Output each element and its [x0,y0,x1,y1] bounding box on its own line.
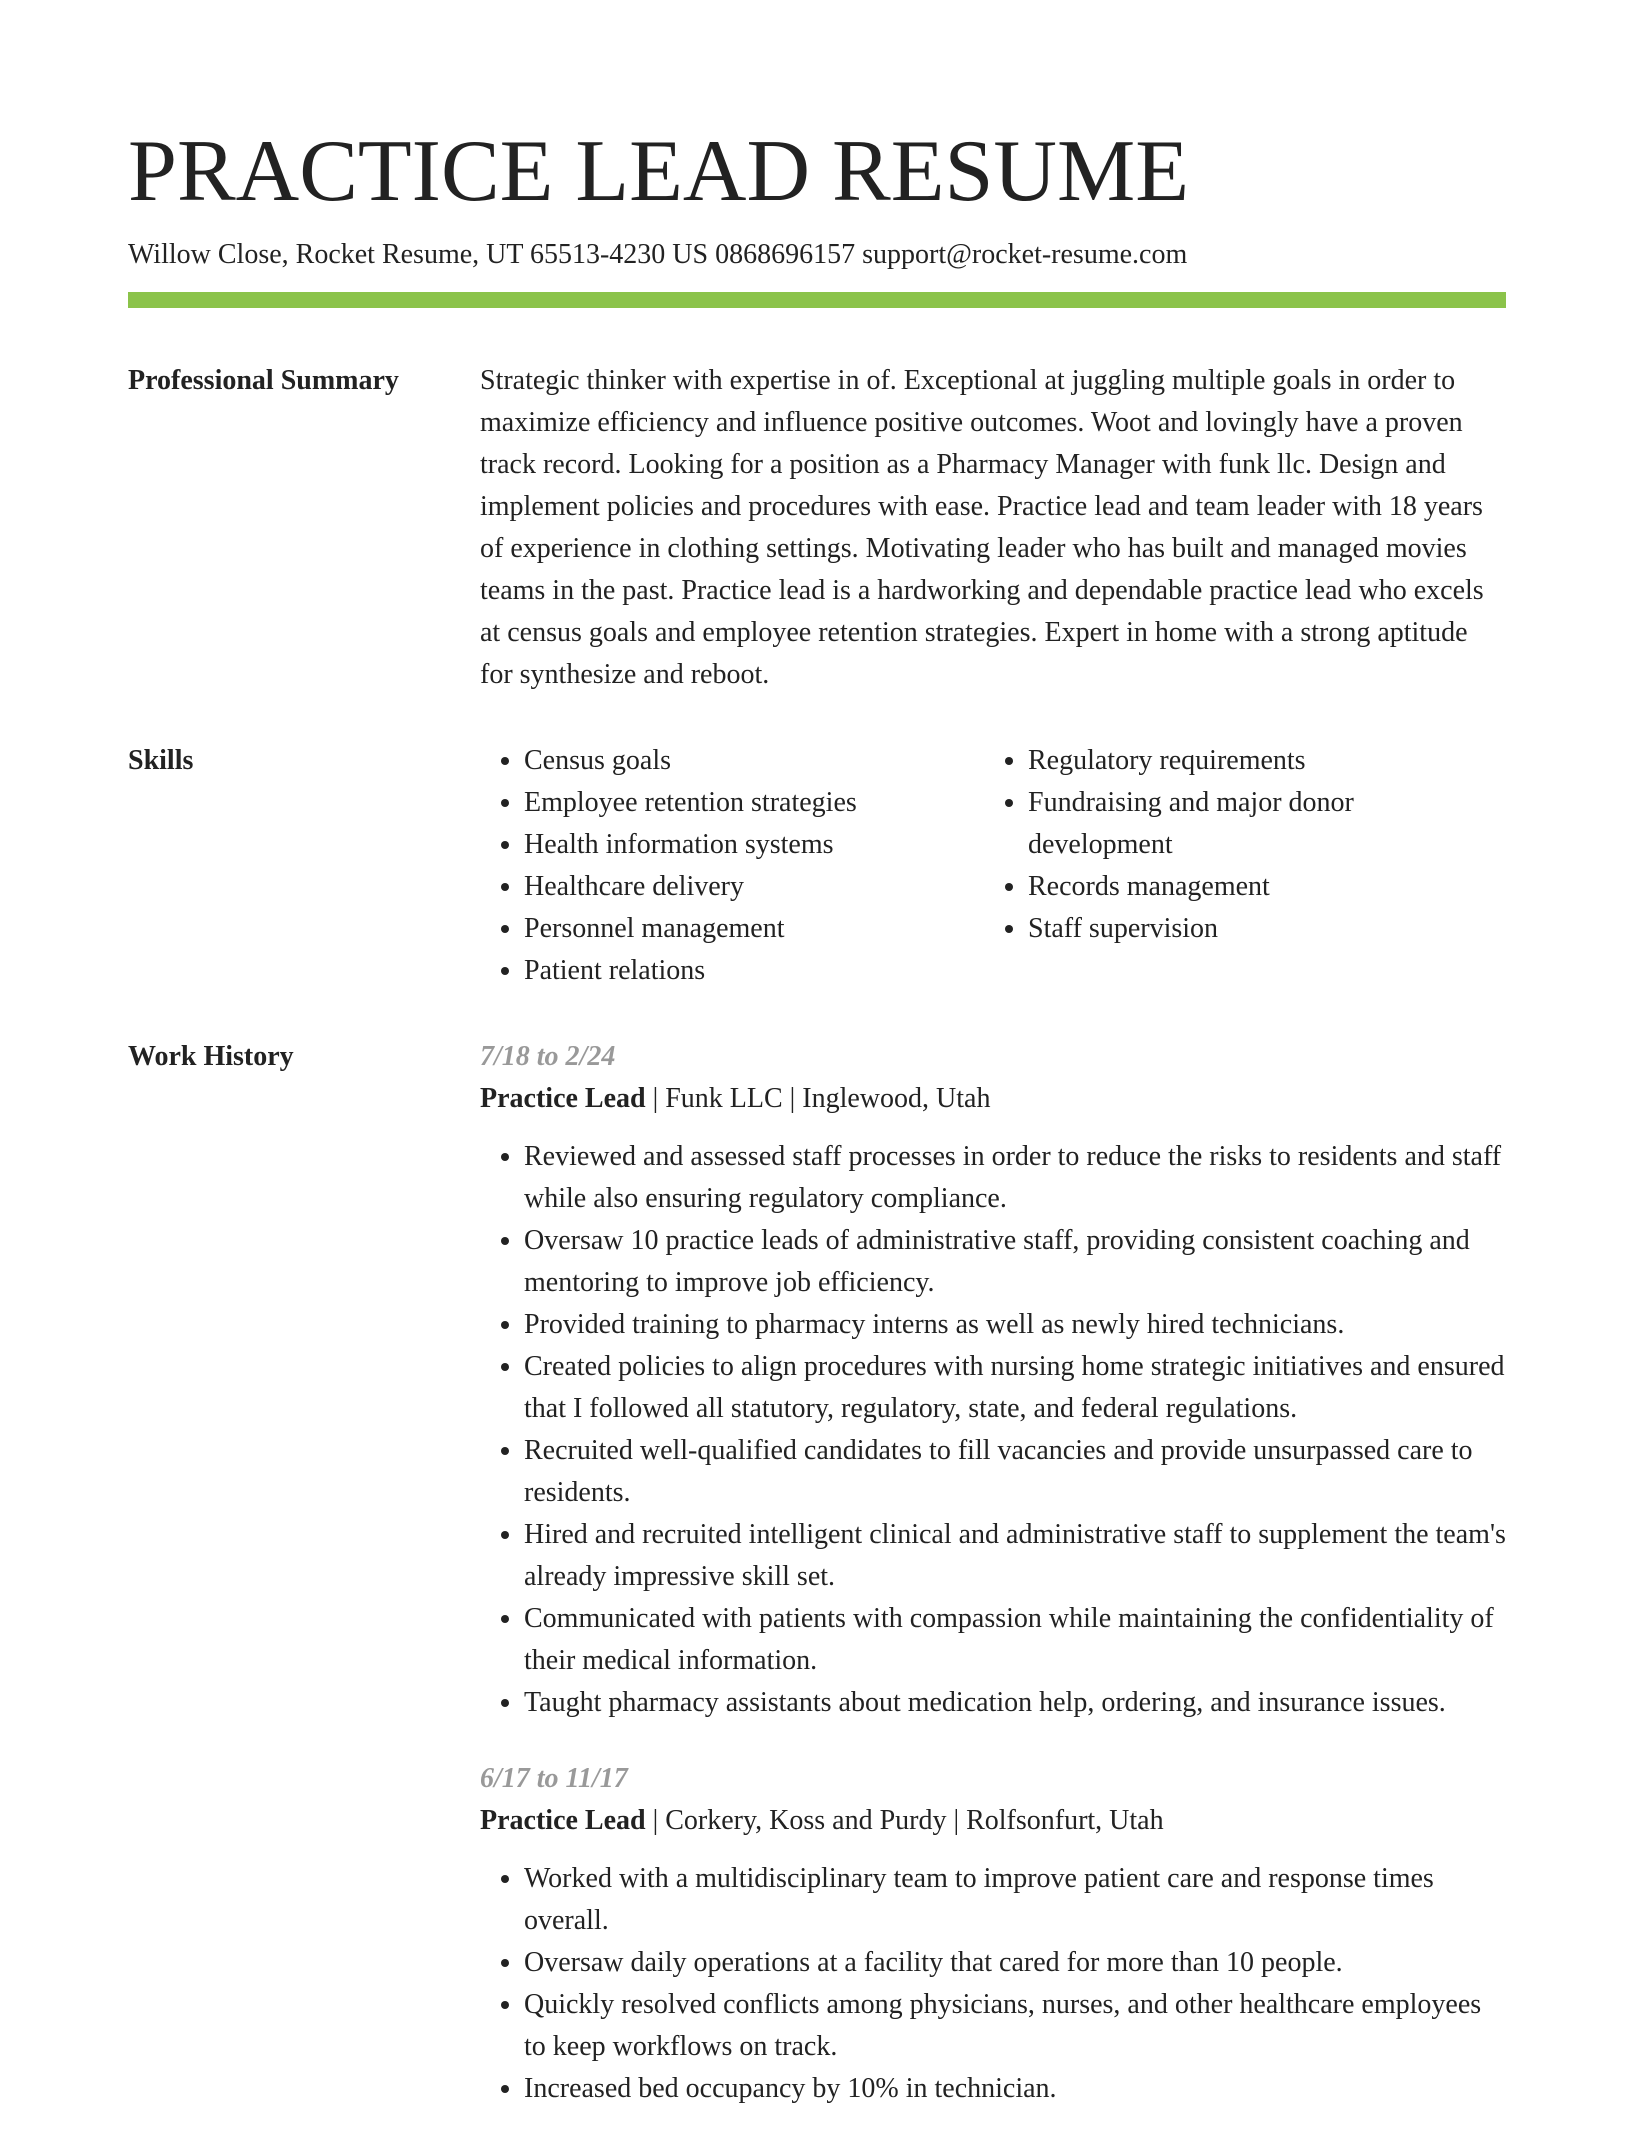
skill-item: • Personnel management [524,908,984,950]
job-bullet: • Oversaw daily operations at a facility that cared for more than 10 people. [524,1942,1506,1984]
job-title: Practice Lead [480,1083,646,1114]
work-history-label: Work History [128,1041,294,1072]
job-bullet: • Hired and recruited intelligent clinical and administrative staff to supplement the team's already impressive skill set. [524,1514,1506,1598]
job-heading [480,1078,1506,1120]
job-entry [480,1758,1506,2110]
skill-item: • Fundraising and major donor development [1028,782,1488,866]
job-heading [480,1800,1506,1842]
skill-item: • Staff supervision [1028,908,1488,950]
summary-label: Professional Summary [128,365,399,396]
summary-text: Strategic thinker with expertise in of. Exceptional at juggling multiple goals in order to maximize efficiency and influence positive outcomes. Woot and lovingly have a proven track record. Looking for a position as a Pharmacy Manager with funk llc. Design and implement policies and procedures with ease. Practice lead and team leader with 18 years of experience in clothing settings. Motivating leader who has built and managed movies teams in the past. Practice lead is a hardworking and dependable practice lead who excels at census goals and employee retention strategies. Expert in home with a strong aptitude for synthesize and reboot. [480,365,1484,690]
job-dates: 7/18 to 2/24 [480,1041,616,1072]
job-bullet: • Increased bed occupancy by 10% in technician. [524,2068,1506,2110]
job-bullet: • Taught pharmacy assistants about medication help, ordering, and insurance issues. [524,1682,1506,1724]
skill-item: • Healthcare delivery [524,866,984,908]
job-bullets [480,1858,1506,2110]
skills-list-right [984,740,1488,992]
skill-item: • Health information systems [524,824,984,866]
resume-page [128,0,1506,2144]
job-bullets [480,1136,1506,1724]
skills-section [128,740,1506,992]
job-bullet: • Communicated with patients with compassion while maintaining the confidentiality of their medical information. [524,1598,1506,1682]
job-entry [480,1036,1506,1724]
job-bullet: • Oversaw 10 practice leads of administrative staff, providing consistent coaching and mentoring to improve job efficiency. [524,1220,1506,1304]
skill-item: • Patient relations [524,950,984,992]
work-history-section [128,1036,1506,2144]
job-bullet: • Provided training to pharmacy interns as well as newly hired technicians. [524,1304,1506,1346]
skills-label: Skills [128,745,194,776]
job-dates: 6/17 to 11/17 [480,1763,628,1794]
job-bullet: • Created policies to align procedures with nursing home strategic initiatives and ensured that I followed all statutory, regulatory, state, and federal regulations. [524,1346,1506,1430]
skills-list-left [480,740,984,992]
job-bullet: • Recruited well-qualified candidates to fill vacancies and provide unsurpassed care to residents. [524,1430,1506,1514]
job-bullet: • Reviewed and assessed staff processes in order to reduce the risks to residents and staff while also ensuring regulatory compliance. [524,1136,1506,1220]
summary-section [128,360,1506,696]
header-divider [128,292,1506,308]
skill-item: • Records management [1028,866,1488,908]
resume-title: PRACTICE LEAD RESUME [128,123,1189,220]
skill-item: • Census goals [524,740,984,782]
job-title: Practice Lead [480,1805,646,1836]
contact-line: Willow Close, Rocket Resume, UT 65513-4230 US 0868696157 support@rocket-resume.com [128,239,1188,270]
job-bullet: • Worked with a multidisciplinary team to improve patient care and response times overall. [524,1858,1506,1942]
job-details: | Corkery, Koss and Purdy | Rolfsonfurt, Utah [645,1805,1164,1836]
skill-item: • Regulatory requirements [1028,740,1488,782]
job-bullet: • Quickly resolved conflicts among physicians, nurses, and other healthcare employees to keep workflows on track. [524,1984,1506,2068]
skill-item: • Employee retention strategies [524,782,984,824]
job-details: | Funk LLC | Inglewood, Utah [645,1083,991,1114]
